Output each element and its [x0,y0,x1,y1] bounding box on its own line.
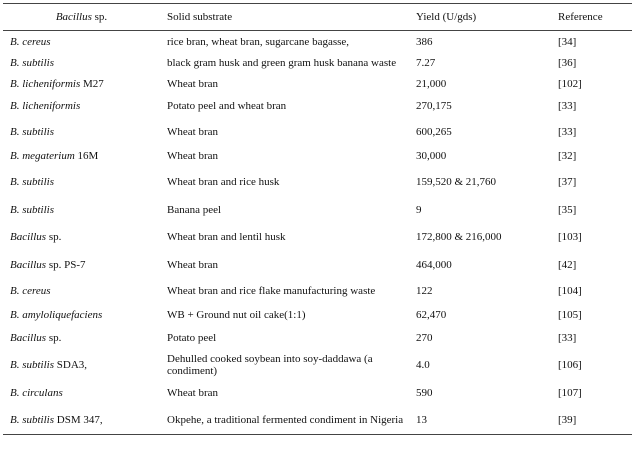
table-header [3,4,632,31]
cell-species [3,285,160,297]
cell-reference: [107] [558,386,582,399]
cell-species [3,309,160,321]
table-row [3,222,632,252]
species-name: B. licheniformis [10,100,81,112]
cell-substrate: WB + Ground nut oil cake(1:1) [167,308,306,321]
table-row [3,350,632,380]
cell-yield: 464,000 [416,259,452,271]
species-name: B. subtilis [10,125,55,138]
cell-reference: [33] [558,332,577,344]
header-substrate: Solid substrate [167,11,233,23]
cell-substrate: Dehulled cooked soybean into soy-daddawa (a condiment) [167,353,373,377]
cell-species [3,359,160,371]
cell-species [3,259,160,271]
cell-substrate: Banana peel [167,203,222,216]
table-row [3,73,632,94]
species-name: B. subtilis [10,359,55,371]
cell-substrate: Wheat bran [167,125,218,138]
table-body [3,31,632,434]
cell-substrate: Wheat bran and lentil husk [167,231,286,243]
cell-reference: [33] [558,125,577,138]
cell-species [3,36,160,48]
cell-species [3,57,160,69]
species-name: Bacillus [10,259,47,271]
cell-species [3,204,160,216]
table-row [3,303,632,326]
cell-yield: 62,470 [416,308,447,321]
species-name: B. circulans [10,386,63,399]
cell-species [3,231,160,243]
cell-species [3,332,160,344]
species-name: B. amyloliquefaciens [10,308,103,321]
cell-substrate: black gram husk and green gram husk banana waste [167,56,397,69]
cell-yield: 122 [416,284,433,297]
table-row [3,167,632,197]
species-strain: sp. [46,231,62,243]
cell-species [3,414,160,426]
cell-substrate: Wheat bran [167,259,218,271]
cell-reference: [42] [558,259,577,271]
species-name: B. subtilis [10,56,55,69]
cell-yield: 13 [416,413,427,426]
cell-reference: [39] [558,413,577,426]
cell-species [3,78,160,90]
cell-substrate: Wheat bran [167,77,218,90]
cell-yield: 159,520 & 21,760 [416,176,497,188]
cell-substrate: Wheat bran and rice husk [167,176,280,188]
species-strain: sp. PS-7 [46,259,86,271]
table-row [3,405,632,434]
cell-substrate: Wheat bran [167,386,218,399]
cell-reference: [34] [558,35,577,48]
cell-substrate: Potato peel [167,332,217,344]
cell-species [3,126,160,138]
table-row [3,31,632,52]
species-name: B. subtilis [10,413,55,426]
species-name: B. cereus [10,284,51,297]
cell-yield: 4.0 [416,359,430,371]
cell-species [3,100,160,112]
cell-yield: 590 [416,386,433,399]
header-yield: Yield (U/gds) [416,11,477,23]
table-row [3,252,632,278]
table-row [3,94,632,118]
cell-reference: [106] [558,359,582,371]
species-name: B. cereus [10,35,51,48]
species-strain: sp. [46,332,62,344]
table-row [3,118,632,145]
species-name: Bacillus [10,332,47,344]
cell-yield: 270,175 [416,100,452,112]
cell-reference: [105] [558,308,582,321]
species-strain: SDA3, [54,359,88,371]
cell-substrate: Wheat bran [167,150,218,162]
data-table [3,3,632,435]
cell-yield: 9 [416,203,422,216]
cell-yield: 7.27 [416,56,436,69]
cell-reference: [102] [558,77,582,90]
cell-reference: [35] [558,203,577,216]
cell-reference: [103] [558,231,582,243]
species-name: B. subtilis [10,203,55,216]
species-name: Bacillus [10,231,47,243]
header-species [3,11,160,23]
cell-substrate: Potato peel and wheat bran [167,100,287,112]
species-name: B. megaterium [10,150,75,162]
cell-species [3,387,160,399]
table-row [3,145,632,167]
cell-reference: [36] [558,56,577,69]
cell-yield: 21,000 [416,77,447,90]
cell-yield: 30,000 [416,150,447,162]
cell-reference: [33] [558,100,577,112]
species-strain: 16M [74,150,99,162]
table-row [3,278,632,303]
cell-substrate: Okpehe, a traditional fermented condiment in Nigeria [167,413,404,426]
cell-yield: 386 [416,35,433,48]
species-strain: M27 [80,77,104,90]
cell-yield: 270 [416,332,433,344]
cell-substrate: Wheat bran and rice flake manufacturing waste [167,284,376,297]
header-reference: Reference [558,11,603,23]
cell-reference: [32] [558,150,577,162]
cell-species [3,176,160,188]
table-row [3,380,632,405]
table-row [3,197,632,222]
species-name: B. subtilis [10,176,55,188]
cell-substrate: rice bran, wheat bran, sugarcane bagasse, [167,35,350,48]
cell-species [3,150,160,162]
cell-reference: [104] [558,284,582,297]
cell-yield: 600,265 [416,125,452,138]
cell-yield: 172,800 & 216,000 [416,231,502,243]
header-species-suffix: sp. [91,11,108,23]
table-row [3,52,632,73]
species-name: B. licheniformis [10,77,81,90]
header-species-genus: Bacillus [55,11,92,23]
table-row [3,326,632,350]
species-strain: DSM 347, [54,413,103,426]
cell-reference: [37] [558,176,577,188]
